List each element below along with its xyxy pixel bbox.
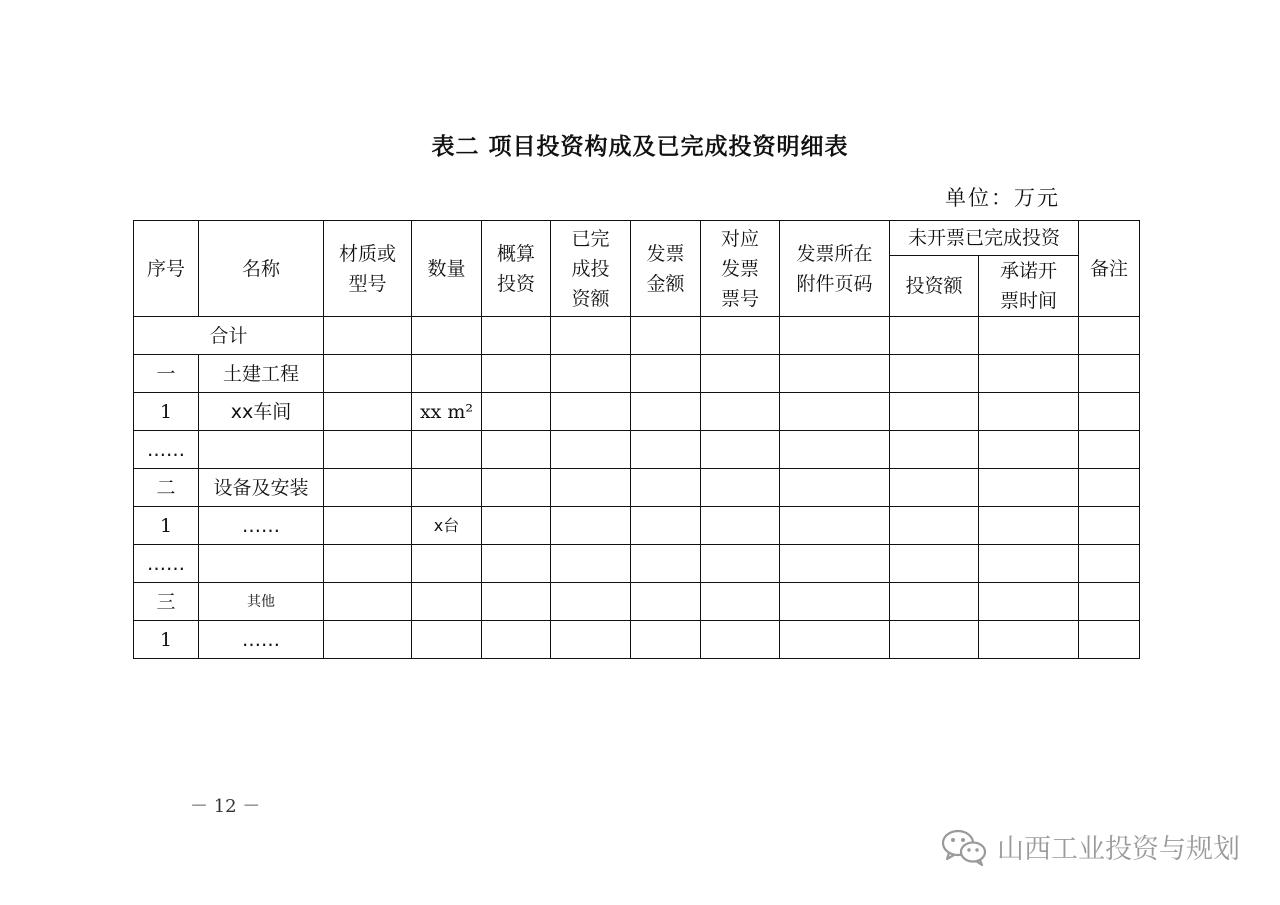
header-promised-time: 承诺开 票时间 <box>979 256 1079 317</box>
cell-name: 设备及安装 <box>199 469 324 507</box>
watermark-text: 山西工业投资与规划 <box>997 833 1240 865</box>
table-row <box>134 355 1140 393</box>
cell-name: xx车间 <box>199 393 324 431</box>
table-row <box>134 621 1140 659</box>
page-number: － 12 － <box>190 796 261 817</box>
cell-seq: 1 <box>134 507 199 545</box>
cell-quantity <box>412 317 482 355</box>
cell-seq: …… <box>134 545 199 583</box>
table-row <box>134 469 1140 507</box>
cell-name: 合计 <box>134 317 324 355</box>
cell-name: …… <box>199 507 324 545</box>
table-row <box>134 545 1140 583</box>
header-seq: 序号 <box>134 221 199 317</box>
table-row <box>134 431 1140 469</box>
header-quantity: 数量 <box>412 221 482 317</box>
header-uninvoiced-group: 未开票已完成投资 <box>890 221 1079 256</box>
cell-seq: 一 <box>134 355 199 393</box>
wechat-icon <box>939 826 989 866</box>
table-row <box>134 507 1140 545</box>
header-name: 名称 <box>199 221 324 317</box>
cell-seq: 1 <box>134 621 199 659</box>
cell-seq: …… <box>134 431 199 469</box>
investment-table <box>133 220 1140 659</box>
cell-quantity: xx m² <box>412 393 482 431</box>
cell-seq: 1 <box>134 393 199 431</box>
cell-seq: 三 <box>134 583 199 621</box>
header-attachment-page: 发票所在 附件页码 <box>780 221 890 317</box>
watermark <box>939 826 1240 866</box>
unit-label: 单位：万元 <box>945 186 1060 210</box>
header-invoice-amount: 发票 金额 <box>631 221 701 317</box>
header-invoice-number: 对应 发票 票号 <box>701 221 780 317</box>
header-material: 材质或 型号 <box>324 221 412 317</box>
cell-quantity: x台 <box>412 507 482 545</box>
document-title: 表二 项目投资构成及已完成投资明细表 <box>431 134 849 160</box>
header-uninvoiced-amount: 投资额 <box>890 256 979 317</box>
header-remarks: 备注 <box>1079 221 1140 317</box>
table-row <box>134 583 1140 621</box>
cell-seq: 二 <box>134 469 199 507</box>
header-budget: 概算 投资 <box>482 221 551 317</box>
cell-name: 土建工程 <box>199 355 324 393</box>
header-completed: 已完 成投 资额 <box>551 221 631 317</box>
table-row <box>134 393 1140 431</box>
cell-name: …… <box>199 621 324 659</box>
table-row <box>134 317 1140 355</box>
cell-name: 其他 <box>199 583 324 621</box>
cell-material <box>324 317 412 355</box>
